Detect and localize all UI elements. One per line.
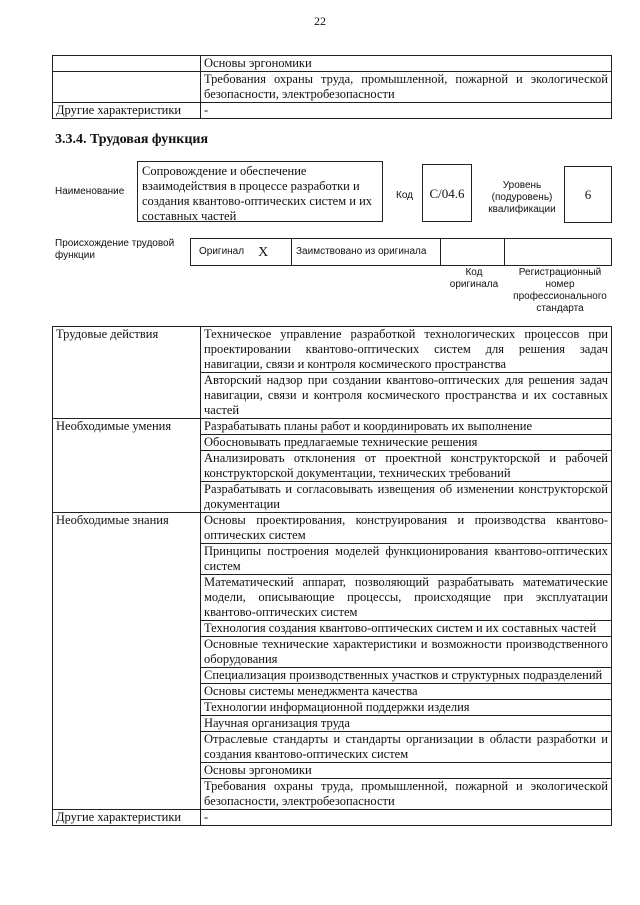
level-label: Уровень (подуровень) квалификации — [488, 180, 556, 215]
group-item: - — [201, 810, 612, 826]
group-item: Основы системы менеджмента качества — [201, 684, 612, 700]
group-item: Технология создания квантово-оптических систем и их составных частей — [201, 621, 612, 637]
top-table-row — [53, 103, 612, 119]
table-row — [53, 419, 612, 435]
group-item: Обосновывать предлагаемые технические решения — [201, 435, 612, 451]
group-item: Отраслевые стандарты и стандарты организации в области разработки и создания квантово-оптических систем — [201, 732, 612, 763]
top-row-text: Основы эргономики — [201, 56, 612, 72]
top-row-text: - — [201, 103, 612, 119]
borrowed-label: Заимствовано из оригинала — [296, 246, 427, 257]
origin-code-cell — [440, 238, 505, 266]
code-original-caption: Код оригинала — [449, 267, 499, 290]
code-value: C/04.6 — [429, 185, 465, 201]
group-item: Авторский надзор при создании квантово-оптических для решения задач навигации, связи и контроля космического пространства и их составных частей — [201, 373, 612, 419]
table-row — [53, 327, 612, 373]
group-item: Научная организация труда — [201, 716, 612, 732]
group-item: Технологии информационной поддержки изделия — [201, 700, 612, 716]
group-label: Другие характеристики — [53, 810, 201, 826]
top-row-label — [53, 56, 201, 72]
origin-reg-cell — [504, 238, 612, 266]
top-table-row — [53, 56, 612, 72]
group-item: Анализировать отклонения от проектной конструкторской и рабочей конструкторской документации, технических требований — [201, 451, 612, 482]
group-item: Основные технические характеристики и возможности производственного оборудования — [201, 637, 612, 668]
reg-number-caption: Регистрационный номер профессионального стандарта — [513, 267, 607, 314]
group-item: Основы эргономики — [201, 763, 612, 779]
group-label: Трудовые действия — [53, 327, 201, 419]
original-mark: X — [258, 244, 269, 260]
group-item: Разрабатывать и согласовывать извещения об изменении конструкторской документации — [201, 482, 612, 513]
original-label: Оригинал — [199, 246, 245, 257]
group-item: Принципы построения моделей функционирования квантово-оптических систем — [201, 544, 612, 575]
name-value: Сопровождение и обеспечение взаимодействия в процессе разработки и создания квантово-оптических систем и их составных частей — [142, 164, 373, 223]
top-continuation-table — [52, 55, 612, 119]
origin-borrowed-cell — [291, 238, 441, 266]
name-label: Наименование — [55, 186, 125, 197]
level-value-box — [564, 166, 612, 223]
top-row-label: Другие характеристики — [53, 103, 201, 119]
name-value-box — [137, 161, 383, 222]
group-item: Техническое управление разработкой технологических процессов при проектировании квантово-оптических систем для решения задач навигации, связи и контроля космического пространства — [201, 327, 612, 373]
section-title: 3.3.4. Трудовая функция — [55, 132, 209, 147]
table-row — [53, 810, 612, 826]
main-function-table — [52, 326, 612, 826]
group-label: Необходимые знания — [53, 513, 201, 810]
group-item: Математический аппарат, позволяющий разрабатывать математические модели, описывающие процессы, происходящие при эксплуатации квантово-оптических систем — [201, 575, 612, 621]
code-label: Код — [396, 190, 414, 201]
origin-label: Происхождение трудовой функции — [55, 238, 175, 261]
page-number: 22 — [314, 14, 326, 28]
top-table-row — [53, 72, 612, 103]
top-row-text: Требования охраны труда, промышленной, пожарной и экологической безопасности, электробезопасности — [201, 72, 612, 103]
group-item: Специализация производственных участков и структурных подразделений — [201, 668, 612, 684]
level-value: 6 — [584, 187, 592, 202]
table-row — [53, 513, 612, 544]
code-value-box — [422, 164, 472, 222]
group-item: Разрабатывать планы работ и координировать их выполнение — [201, 419, 612, 435]
top-row-label — [53, 72, 201, 103]
origin-original-cell — [190, 238, 292, 266]
group-item: Требования охраны труда, промышленной, пожарной и экологической безопасности, электробезопасности — [201, 779, 612, 810]
group-label: Необходимые умения — [53, 419, 201, 513]
group-item: Основы проектирования, конструирования и производства квантово-оптических систем — [201, 513, 612, 544]
